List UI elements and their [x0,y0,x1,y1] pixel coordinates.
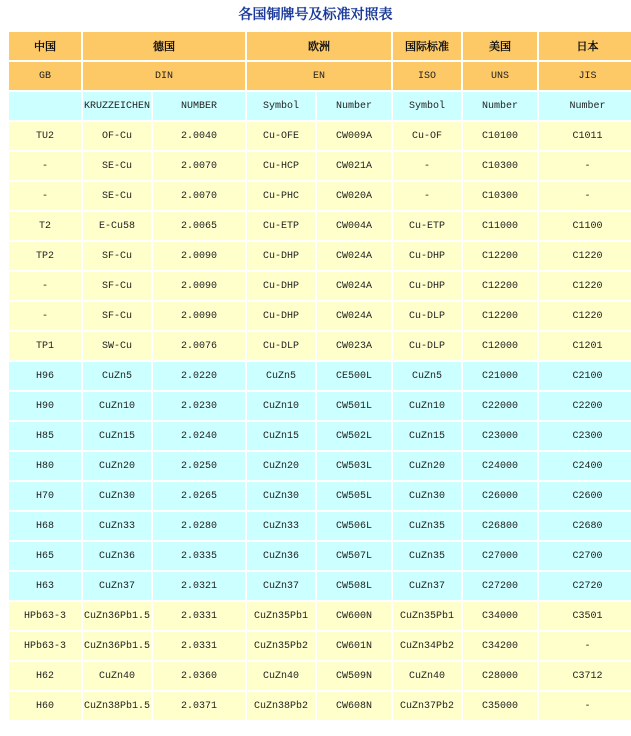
cell-en-symbol: CuZn40 [247,662,315,690]
cell-iso-symbol: CuZn40 [393,662,461,690]
header-gb: GB [9,62,81,90]
cell-jis-number: C3501 [539,602,631,630]
cell-uns-number: C10300 [463,182,537,210]
table-row [9,482,631,510]
cell-en-number: CW004A [317,212,391,240]
cell-en-number: CW608N [317,692,391,720]
cell-jis-number: C2200 [539,392,631,420]
copper-grade-comparison-table [7,30,631,722]
cell-en-number: CW508L [317,572,391,600]
cell-jis-number: - [539,152,631,180]
cell-iso-symbol: Cu-ETP [393,212,461,240]
subheader-gb [9,92,81,120]
cell-uns-number: C22000 [463,392,537,420]
header-japan: 日本 [539,32,631,60]
cell-din-number: 2.0331 [153,602,245,630]
cell-en-symbol: CuZn33 [247,512,315,540]
cell-iso-symbol: CuZn20 [393,452,461,480]
cell-uns-number: C34200 [463,632,537,660]
cell-en-number: CW600N [317,602,391,630]
cell-gb: H68 [9,512,81,540]
cell-en-symbol: CuZn10 [247,392,315,420]
cell-din-number: 2.0090 [153,272,245,300]
cell-en-symbol: CuZn35Pb2 [247,632,315,660]
subheader-iso-symbol: Symbol [393,92,461,120]
cell-en-number: CW021A [317,152,391,180]
cell-din-kruzzeichen: SW-Cu [83,332,151,360]
header-row-subcolumns [9,92,631,120]
cell-din-kruzzeichen: CuZn36Pb1.5 [83,602,151,630]
cell-din-number: 2.0265 [153,482,245,510]
cell-uns-number: C12000 [463,332,537,360]
cell-din-kruzzeichen: CuZn36Pb1.5 [83,632,151,660]
table-row [9,272,631,300]
cell-uns-number: C27000 [463,542,537,570]
subheader-uns-number: Number [463,92,537,120]
header-en: EN [247,62,391,90]
cell-en-number: CW509N [317,662,391,690]
table-row [9,122,631,150]
cell-din-number: 2.0070 [153,152,245,180]
cell-din-number: 2.0280 [153,512,245,540]
cell-en-number: CW023A [317,332,391,360]
cell-gb: TP2 [9,242,81,270]
cell-uns-number: C10100 [463,122,537,150]
header-row-countries [9,32,631,60]
cell-uns-number: C21000 [463,362,537,390]
cell-din-kruzzeichen: CuZn37 [83,572,151,600]
cell-uns-number: C35000 [463,692,537,720]
cell-iso-symbol: CuZn37Pb2 [393,692,461,720]
header-uns: UNS [463,62,537,90]
cell-jis-number: C1220 [539,302,631,330]
cell-din-kruzzeichen: SF-Cu [83,272,151,300]
cell-en-symbol: Cu-ETP [247,212,315,240]
cell-jis-number: C2680 [539,512,631,540]
cell-en-symbol: CuZn30 [247,482,315,510]
cell-jis-number: C1011 [539,122,631,150]
cell-jis-number: C2300 [539,422,631,450]
table-row [9,512,631,540]
cell-gb: H62 [9,662,81,690]
cell-en-number: CW024A [317,242,391,270]
cell-en-symbol: Cu-DHP [247,272,315,300]
table-row [9,572,631,600]
cell-din-kruzzeichen: CuZn10 [83,392,151,420]
table-row [9,662,631,690]
table-row [9,242,631,270]
cell-din-kruzzeichen: CuZn40 [83,662,151,690]
cell-uns-number: C26000 [463,482,537,510]
cell-gb: H96 [9,362,81,390]
cell-din-kruzzeichen: SF-Cu [83,242,151,270]
cell-iso-symbol: CuZn10 [393,392,461,420]
cell-din-number: 2.0076 [153,332,245,360]
cell-jis-number: C1201 [539,332,631,360]
cell-iso-symbol: CuZn34Pb2 [393,632,461,660]
cell-gb: TP1 [9,332,81,360]
cell-din-kruzzeichen: CuZn36 [83,542,151,570]
header-iso: ISO [393,62,461,90]
cell-uns-number: C34000 [463,602,537,630]
cell-gb: HPb63-3 [9,632,81,660]
table-row [9,692,631,720]
cell-din-kruzzeichen: SE-Cu [83,182,151,210]
cell-jis-number: C1220 [539,272,631,300]
table-row [9,392,631,420]
cell-din-number: 2.0321 [153,572,245,600]
header-international: 国际标准 [393,32,461,60]
table-row [9,422,631,450]
cell-iso-symbol: Cu-DLP [393,332,461,360]
cell-jis-number: - [539,632,631,660]
cell-din-kruzzeichen: CuZn5 [83,362,151,390]
cell-iso-symbol: CuZn35Pb1 [393,602,461,630]
cell-iso-symbol: CuZn37 [393,572,461,600]
header-jis: JIS [539,62,631,90]
cell-en-symbol: Cu-DLP [247,332,315,360]
cell-gb: - [9,152,81,180]
cell-din-kruzzeichen: OF-Cu [83,122,151,150]
table-row [9,182,631,210]
cell-en-number: CW506L [317,512,391,540]
cell-iso-symbol: - [393,152,461,180]
cell-uns-number: C28000 [463,662,537,690]
cell-en-symbol: CuZn20 [247,452,315,480]
cell-din-kruzzeichen: CuZn30 [83,482,151,510]
cell-uns-number: C12200 [463,302,537,330]
cell-din-number: 2.0335 [153,542,245,570]
cell-en-number: CW503L [317,452,391,480]
cell-din-kruzzeichen: CuZn38Pb1.5 [83,692,151,720]
cell-uns-number: C24000 [463,452,537,480]
subheader-din-number: NUMBER [153,92,245,120]
cell-en-number: CW502L [317,422,391,450]
table-row [9,452,631,480]
cell-en-symbol: Cu-OFE [247,122,315,150]
cell-en-number: CW024A [317,272,391,300]
cell-en-symbol: Cu-PHC [247,182,315,210]
cell-en-symbol: CuZn36 [247,542,315,570]
cell-jis-number: - [539,692,631,720]
table-row [9,212,631,240]
cell-gb: TU2 [9,122,81,150]
cell-gb: - [9,182,81,210]
cell-jis-number: C2720 [539,572,631,600]
cell-iso-symbol: CuZn35 [393,542,461,570]
cell-en-number: CW505L [317,482,391,510]
cell-uns-number: C27200 [463,572,537,600]
cell-din-number: 2.0230 [153,392,245,420]
cell-din-kruzzeichen: SF-Cu [83,302,151,330]
header-usa: 美国 [463,32,537,60]
cell-iso-symbol: CuZn35 [393,512,461,540]
cell-uns-number: C11000 [463,212,537,240]
cell-gb: HPb63-3 [9,602,81,630]
cell-iso-symbol: CuZn15 [393,422,461,450]
header-china: 中国 [9,32,81,60]
cell-en-symbol: CuZn5 [247,362,315,390]
cell-en-symbol: CuZn37 [247,572,315,600]
cell-iso-symbol: CuZn30 [393,482,461,510]
cell-uns-number: C26800 [463,512,537,540]
cell-gb: H65 [9,542,81,570]
cell-uns-number: C10300 [463,152,537,180]
cell-en-symbol: Cu-DHP [247,242,315,270]
cell-gb: - [9,272,81,300]
cell-gb: H60 [9,692,81,720]
subheader-en-symbol: Symbol [247,92,315,120]
table-row [9,302,631,330]
cell-din-number: 2.0040 [153,122,245,150]
header-row-standards [9,62,631,90]
cell-en-number: CW020A [317,182,391,210]
header-europe: 欧洲 [247,32,391,60]
cell-en-number: CW507L [317,542,391,570]
cell-gb: H63 [9,572,81,600]
table-row [9,632,631,660]
table-row [9,542,631,570]
subheader-din-kruzzeichen: KRUZZEICHEN [83,92,151,120]
table-row [9,152,631,180]
table-row [9,332,631,360]
cell-din-kruzzeichen: SE-Cu [83,152,151,180]
cell-en-number: CW024A [317,302,391,330]
subheader-en-number: Number [317,92,391,120]
cell-iso-symbol: Cu-DHP [393,272,461,300]
cell-en-symbol: CuZn35Pb1 [247,602,315,630]
cell-gb: T2 [9,212,81,240]
table-row [9,602,631,630]
cell-iso-symbol: CuZn5 [393,362,461,390]
cell-din-number: 2.0250 [153,452,245,480]
cell-iso-symbol: Cu-DHP [393,242,461,270]
cell-jis-number: C2400 [539,452,631,480]
cell-gb: H90 [9,392,81,420]
cell-en-number: CW601N [317,632,391,660]
cell-en-symbol: Cu-DHP [247,302,315,330]
cell-din-number: 2.0070 [153,182,245,210]
cell-en-symbol: CuZn38Pb2 [247,692,315,720]
cell-iso-symbol: - [393,182,461,210]
cell-gb: H80 [9,452,81,480]
cell-jis-number: C2100 [539,362,631,390]
cell-jis-number: C1220 [539,242,631,270]
cell-din-number: 2.0331 [153,632,245,660]
cell-iso-symbol: Cu-OF [393,122,461,150]
table-row [9,362,631,390]
cell-din-kruzzeichen: CuZn20 [83,452,151,480]
page-title: 各国铜牌号及标准对照表 [238,7,393,23]
cell-jis-number: - [539,182,631,210]
cell-jis-number: C2600 [539,482,631,510]
cell-gb: H70 [9,482,81,510]
cell-din-number: 2.0360 [153,662,245,690]
cell-uns-number: C12200 [463,272,537,300]
cell-jis-number: C2700 [539,542,631,570]
cell-din-number: 2.0220 [153,362,245,390]
header-din: DIN [83,62,245,90]
header-germany: 德国 [83,32,245,60]
cell-uns-number: C12200 [463,242,537,270]
cell-din-number: 2.0065 [153,212,245,240]
cell-din-number: 2.0240 [153,422,245,450]
cell-din-kruzzeichen: CuZn15 [83,422,151,450]
cell-din-kruzzeichen: CuZn33 [83,512,151,540]
cell-din-number: 2.0371 [153,692,245,720]
cell-din-number: 2.0090 [153,242,245,270]
cell-en-number: CW009A [317,122,391,150]
cell-din-number: 2.0090 [153,302,245,330]
cell-en-number: CW501L [317,392,391,420]
cell-en-symbol: Cu-HCP [247,152,315,180]
cell-uns-number: C23000 [463,422,537,450]
cell-jis-number: C1100 [539,212,631,240]
cell-en-number: CE500L [317,362,391,390]
cell-jis-number: C3712 [539,662,631,690]
cell-din-kruzzeichen: E-Cu58 [83,212,151,240]
subheader-jis-number: Number [539,92,631,120]
cell-en-symbol: CuZn15 [247,422,315,450]
cell-gb: H85 [9,422,81,450]
cell-iso-symbol: Cu-DLP [393,302,461,330]
cell-gb: - [9,302,81,330]
